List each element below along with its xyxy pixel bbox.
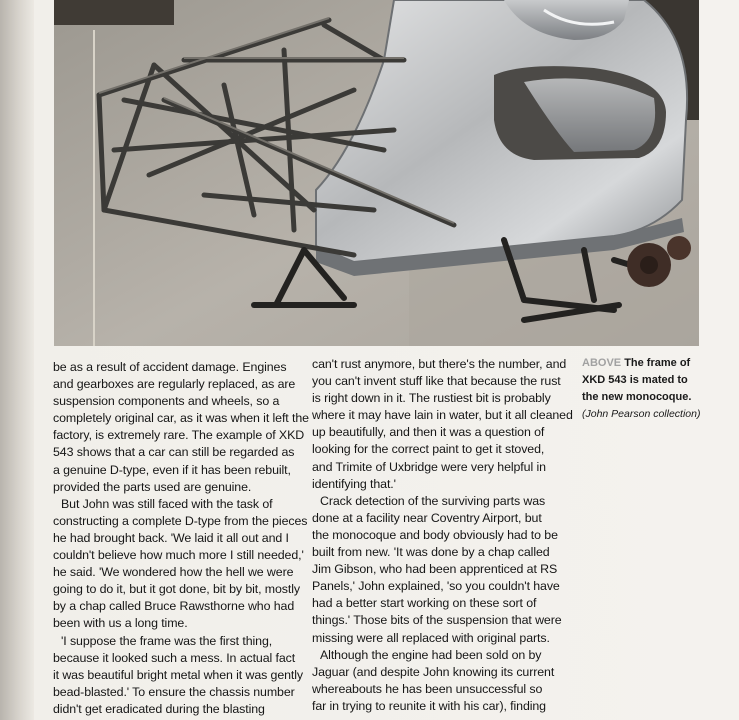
chassis-photo-illustration: [54, 0, 699, 346]
text-line: bead-blasted.' To ensure the chassis number: [53, 684, 295, 699]
text-line: where it may have lain in water, but it all cleaned: [312, 408, 573, 423]
text-line: a genuine D-type, even if it has been rebuilt,: [53, 462, 291, 477]
text-line: 543 shows that a car can still be regarded as: [53, 445, 295, 460]
caption-text-1: The frame of: [624, 357, 691, 369]
text-line: couldn't believe how much more I still needed,': [53, 548, 304, 563]
text-line: you can't invent stuff like that because the rust: [312, 374, 561, 389]
text-line: done at a facility near Coventry Airport, but: [312, 510, 542, 525]
text-line: he had brought back. 'We laid it all out and I: [53, 530, 289, 545]
text-line: constructing a complete D-type from the pieces: [53, 513, 308, 528]
text-line: Jaguar (and despite John knowing its current: [312, 664, 555, 679]
text-line: factory, is extremely rare. The example of XKD: [53, 428, 305, 443]
text-line: didn't get eradicated during the blasting: [53, 701, 265, 716]
text-line: provided the parts used are genuine.: [53, 479, 252, 494]
caption-credit: (John Pearson collection): [582, 408, 701, 420]
text-line: and Trimite of Uxbridge were very helpful in: [312, 459, 546, 474]
text-line: suspension components and wheels, so a: [53, 394, 280, 409]
text-line: identifying that.': [312, 476, 396, 491]
text-line: the monocoque and body obviously had to be: [312, 527, 558, 542]
text-line: and gearboxes are regularly replaced, as are: [53, 377, 296, 392]
caption-line-1: [582, 355, 722, 372]
article-column-middle: [312, 356, 573, 715]
caption-text-2: XKD 543 is mated to: [582, 374, 688, 386]
text-line: by a chap called Bruce Rawsthorne who had: [53, 599, 295, 614]
article-column-left: [53, 359, 309, 718]
page-gutter-shadow: [0, 0, 34, 720]
text-line: because it looked such a mess. In actual fact: [53, 650, 296, 665]
text-line: Crack detection of the surviving parts was: [320, 493, 546, 508]
text-line: going to do it, but it got done, bit by bit, mostly: [53, 582, 300, 597]
text-line: far in trying to reunite it with his car), finding: [312, 698, 546, 713]
text-line: Although the engine had been sold on by: [320, 647, 542, 662]
text-line: Jim Gibson, who had been apprenticed at RS: [312, 562, 558, 577]
text-line: is right down in it. The rustiest bit is probably: [312, 391, 551, 406]
text-line: missing were all replaced with original parts.: [312, 630, 550, 645]
text-line: But John was still faced with the task of: [61, 496, 273, 511]
text-line: things.' Those bits of the suspension that were: [312, 613, 562, 628]
photo-caption: [582, 355, 722, 423]
text-line: built from new. 'It was done by a chap called: [312, 545, 550, 560]
text-line: 'I suppose the frame was the first thing,: [61, 633, 273, 648]
text-line: be as a result of accident damage. Engines: [53, 360, 287, 374]
caption-label: ABOVE: [582, 357, 622, 369]
text-line: completely original car, as it was when it left the: [53, 411, 309, 426]
text-line: he said. 'We wondered how the hell we were: [53, 565, 294, 580]
text-line: up beautifully, and then it was a question of: [312, 425, 545, 440]
text-line: whereabouts he has been unsuccessful so: [312, 681, 543, 696]
caption-text-3: the new monocoque.: [582, 391, 692, 403]
text-line: Panels,' John explained, 'so you couldn't have: [312, 579, 560, 594]
text-line: can't rust anymore, but there's the number, and: [312, 357, 567, 371]
text-line: looking for the correct paint to get it stoved,: [312, 442, 545, 457]
chassis-photo: [54, 0, 699, 346]
text-line: had a better start working on these sort of: [312, 596, 537, 611]
text-line: been with us a long time.: [53, 616, 188, 631]
text-line: it was beautiful bright metal when it was gently: [53, 667, 304, 682]
